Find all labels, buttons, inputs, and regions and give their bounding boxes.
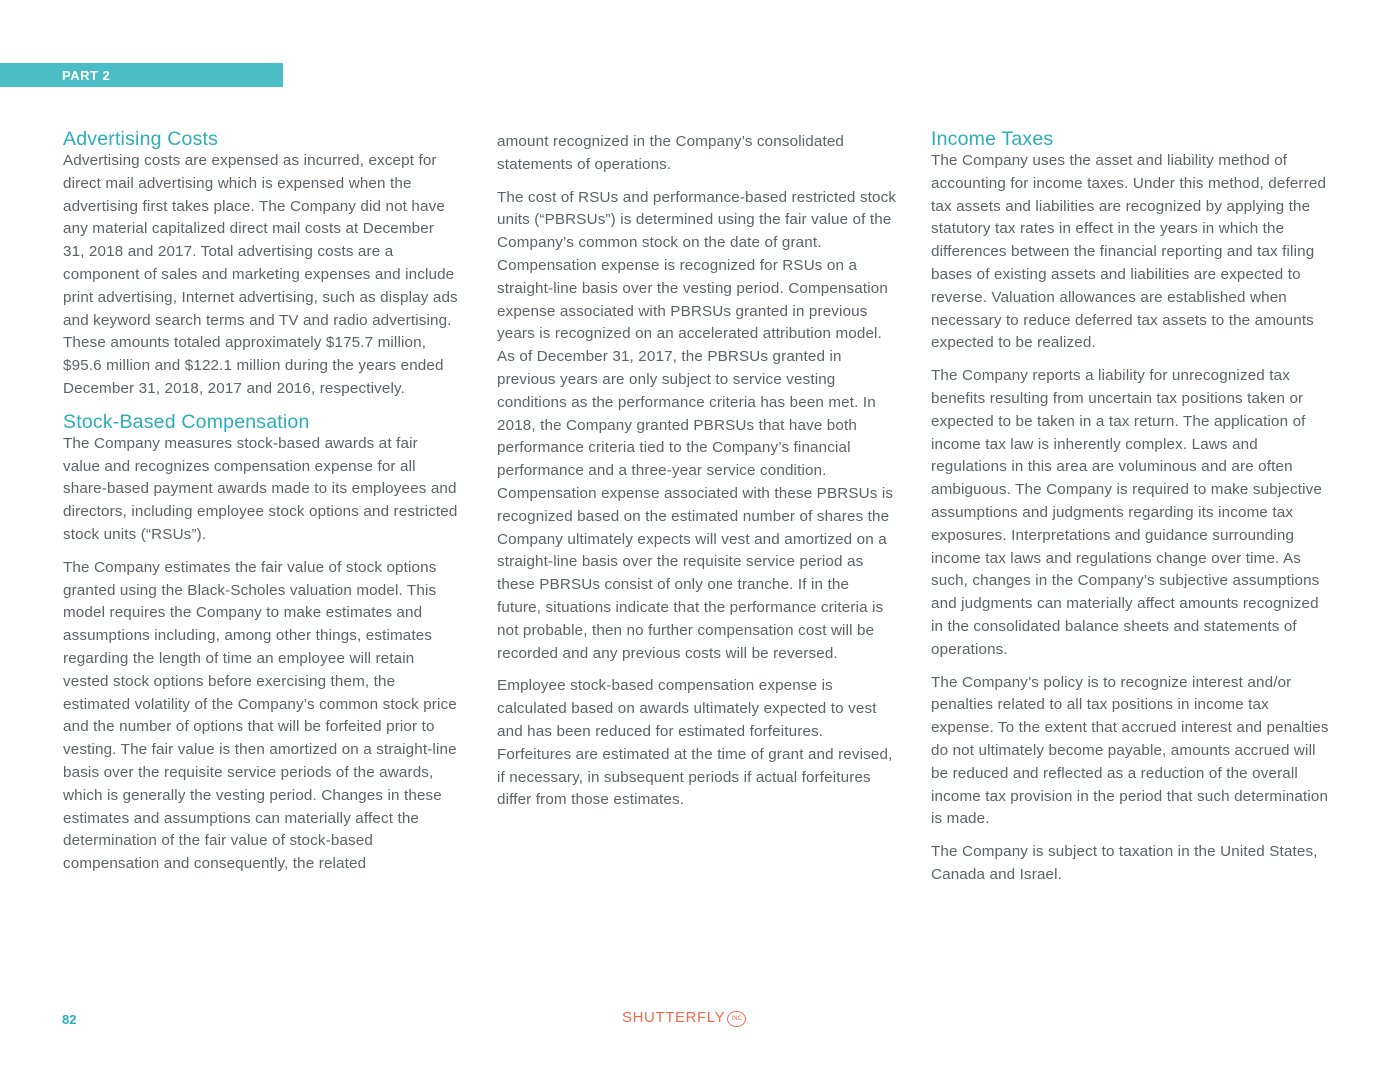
heading-advertising-costs: Advertising Costs xyxy=(63,128,219,150)
section-label: PART 2 xyxy=(62,68,111,83)
paragraph: Employee stock-based compensation expense is calculated based on awards ultimately expected to vest and has been reduced for estimated forfeitures. Forfeitures are estimated at the time of grant and revised, if necessary, in subsequent periods if actual forfeitures differ from those estimates. xyxy=(497,677,893,809)
text-column-3 xyxy=(931,128,1329,897)
brand-name: SHUTTERFLY xyxy=(622,1009,726,1026)
paragraph: The Company estimates the fair value of stock options granted using the Black-Scholes valuation model. This model requires the Company to make estimates and assumptions including, among other things, estimates regarding the length of time an employee will retain vested stock options before exercising them, the estimated volatility of the Company’s common stock price and the number of options that will be forfeited prior to vesting. The fair value is then amortized on a straight-line basis over the requisite service periods of the awards, which is generally the vesting period. Changes in these estimates and assumptions can materially affect the determination of the fair value of stock-based compensation and consequently, the related xyxy=(63,558,457,873)
brand-inc-badge: INC xyxy=(727,1011,746,1027)
text-column-2 xyxy=(497,131,897,822)
paragraph: amount recognized in the Company’s consolidated statements of operations. xyxy=(497,133,845,173)
heading-income-taxes: Income Taxes xyxy=(931,128,1054,150)
brand-logo xyxy=(622,1009,746,1027)
heading-stock-based-compensation: Stock-Based Compensation xyxy=(63,410,310,433)
paragraph: The cost of RSUs and performance-based restricted stock units (“PBRSUs”) is determined using the fair value of the Company’s common stock on the date of grant. Compensation expense is recognized for RSUs on a straight-line basis over the vesting period. Compensation expense associated with PBRSUs granted in previous years is recognized on an accelerated attribution model. As of December 31, 2017, the PBRSUs granted in previous years are only subject to service vesting conditions as the performance criteria has been met. In 2018, the Company granted PBRSUs that have both performance criteria tied to the Company’s financial performance and a three-year service condition. Compensation expense associated with these PBRSUs is recognized based on the estimated number of shares the Company ultimately expects will vest and amortized on a straight-line basis over the requisite service period as these PBRSUs consist of only one tranche. If in the future, situations indicate that the performance criteria is not probable, then no further compensation cost will be recorded and any previous costs will be reversed. xyxy=(497,188,897,662)
paragraph: The Company measures stock-based awards at fair value and recognizes compensation expense for all share-based payment awards made to its employees and directors, including employee stock options and restricted stock units (“RSUs”). xyxy=(63,434,458,543)
paragraph: The Company is subject to taxation in the United States, Canada and Israel. xyxy=(931,843,1318,883)
paragraph: The Company reports a liability for unrecognized tax benefits resulting from uncertain tax positions taken or expected to be taken in a tax return. The application of income tax law is inherently complex. Laws and regulations in this area are voluminous and are often ambiguous. The Company is required to make subjective assumptions and judgments regarding its income tax exposures. Interpretations and guidance surrounding income tax laws and regulations change over time. As such, changes in the Company’s subjective assumptions and judgments can materially affect amounts recognized in the consolidated balance sheets and statements of operations. xyxy=(931,367,1322,658)
text-column-1 xyxy=(63,128,458,886)
paragraph: Advertising costs are expensed as incurred, except for direct mail advertising which is expensed when the advertising first takes place. The Company did not have any material capitalized direct mail costs at December 31, 2018 and 2017. Total advertising costs are a component of sales and marketing expenses and include print advertising, Internet advertising, such as display ads and keyword search terms and TV and radio advertising. These amounts totaled approximately $175.7 million, $95.6 million and $122.1 million during the years ended December 31, 2018, 2017 and 2016, respectively. xyxy=(63,152,458,397)
paragraph: The Company’s policy is to recognize interest and/or penalties related to all tax positions in income tax expense. To the extent that accrued interest and penalties do not ultimately become payable, amounts accrued will be reduced and reflected as a reduction of the overall income tax provision in the period that such determination is made. xyxy=(931,673,1329,828)
page-number: 82 xyxy=(62,1012,77,1027)
paragraph: The Company uses the asset and liability method of accounting for income taxes. Under this method, deferred tax assets and liabilities are recognized by applying the statutory tax rates in effect in the years in which the differences between the financial reporting and tax filing bases of existing assets and liabilities are expected to reverse. Valuation allowances are established when necessary to reduce deferred tax assets to the amounts expected to be realized. xyxy=(931,152,1327,352)
section-banner xyxy=(0,63,283,87)
